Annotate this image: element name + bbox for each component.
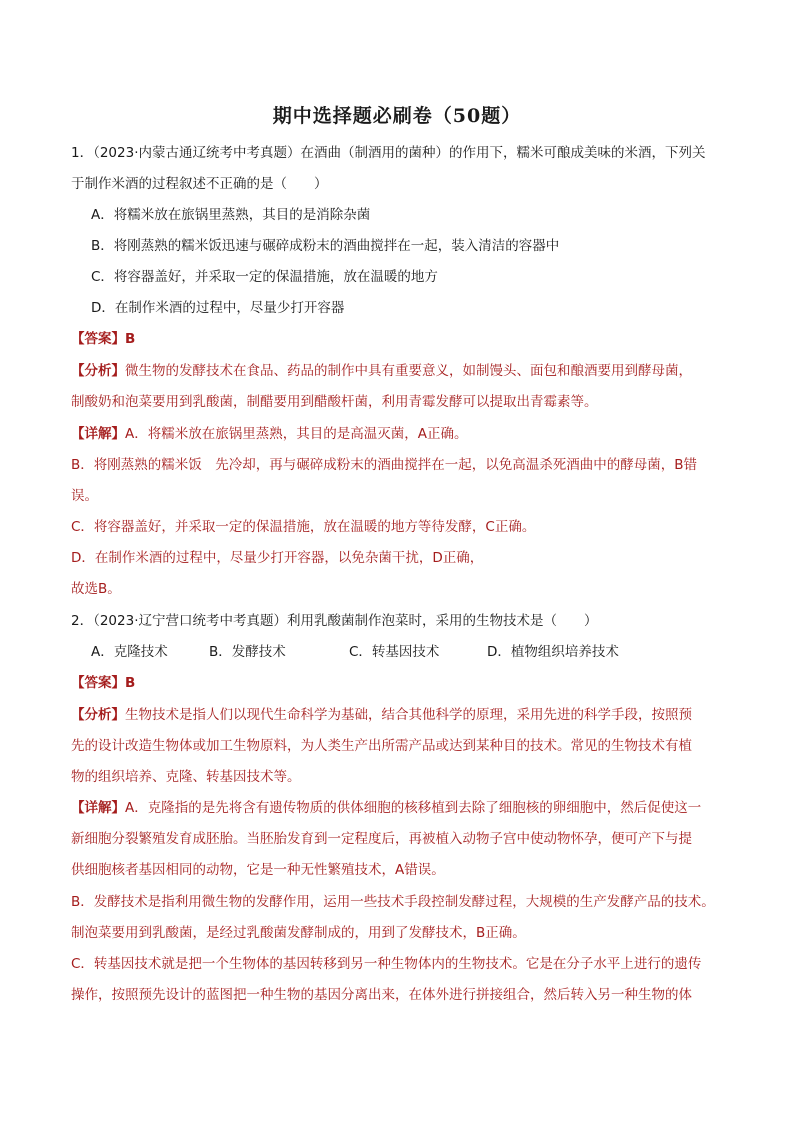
q2-answer — [71, 674, 135, 692]
q1-stem-line-2: 于制作米酒的过程叙述不正确的是（ ） — [71, 176, 328, 192]
q2-detail-line-1 — [71, 799, 701, 817]
q2-analysis-line-1 — [71, 706, 692, 724]
q2-option-d: D．植物组织培养技术 — [487, 644, 619, 660]
answer-tag: 【答案】 — [71, 675, 125, 691]
q1-option-b: B．将刚蒸熟的糯米饭迅速与碾碎成粉末的酒曲搅拌在一起，装入清洁的容器中 — [91, 238, 560, 254]
q2-detail-line-2: 新细胞分裂繁殖发育成胚胎。当胚胎发育到一定程度后，再被植入动物子宫中使动物怀孕，便可产下与提 — [71, 831, 692, 847]
q1-option-c: C．将容器盖好，并采取一定的保温措施，放在温暖的地方 — [91, 269, 438, 285]
answer-value: B — [125, 675, 136, 691]
q2-analysis-line-3: 物的组织培养、克隆、转基因技术等。 — [71, 769, 301, 785]
analysis-text: 微生物的发酵技术在食品、药品的制作中具有重要意义，如制馒头、面包和酿酒要用到酵母菌， — [125, 363, 692, 379]
q2-option-c: C．转基因技术 — [349, 644, 440, 660]
q2-options — [91, 643, 619, 661]
q1-stem-line-1: 1．（2023·内蒙古通辽统考中考真题）在酒曲（制酒用的菌种）的作用下，糯米可酿成美味的米酒，下列关 — [71, 145, 706, 161]
q1-analysis-line-1 — [71, 362, 692, 380]
detail-tag: 【详解】 — [71, 426, 125, 442]
q1-detail-line-3: 误。 — [71, 488, 98, 504]
q2-option-a: A．克隆技术 — [91, 644, 168, 660]
q2-detail-line-3: 供细胞核者基因相同的动物，它是一种无性繁殖技术，A错误。 — [71, 862, 445, 878]
detail-text: A．克隆指的是先将含有遗传物质的供体细胞的核移植到去除了细胞核的卵细胞中，然后促使这一 — [125, 800, 702, 816]
q1-option-d: D．在制作米酒的过程中，尽量少打开容器 — [91, 300, 345, 316]
analysis-tag: 【分析】 — [71, 707, 125, 723]
q2-detail-line-7: 操作，按照预先设计的蓝图把一种生物的基因分离出来，在体外进行拼接组合，然后转入另一种生物的体 — [71, 987, 692, 1003]
q1-detail-line-5: D．在制作米酒的过程中，尽量少打开容器，以免杂菌干扰，D正确， — [71, 550, 484, 566]
analysis-tag: 【分析】 — [71, 363, 125, 379]
q2-detail-line-4: B．发酵技术是指利用微生物的发酵作用，运用一些技术手段控制发酵过程，大规模的生产发酵产品的技术。 — [71, 894, 715, 910]
q1-detail-line-6: 故选B。 — [71, 581, 121, 597]
q2-option-b: B．发酵技术 — [209, 644, 286, 660]
q2-detail-line-5: 制泡菜要用到乳酸菌，是经过乳酸菌发酵制成的，用到了发酵技术，B正确。 — [71, 925, 526, 941]
q1-detail-line-2: B．将刚蒸熟的糯米饭 先冷却，再与碾碎成粉末的酒曲搅拌在一起，以免高温杀死酒曲中的酵母菌，B错 — [71, 457, 698, 473]
q1-option-a: A．将糯米放在旅锅里蒸熟，其目的是消除杂菌 — [91, 207, 371, 223]
q2-detail-line-6: C．转基因技术就是把一个生物体的基因转移到另一种生物体内的生物技术。它是在分子水平上进行的遗传 — [71, 956, 702, 972]
q1-detail-line-4: C．将容器盖好，并采取一定的保温措施，放在温暖的地方等待发酵，C正确。 — [71, 519, 536, 535]
q2-stem-line-1: 2．（2023·辽宁营口统考中考真题）利用乳酸菌制作泡菜时，采用的生物技术是（ ） — [71, 613, 598, 629]
q1-analysis-line-2: 制酸奶和泡菜要用到乳酸菌，制醋要用到醋酸杆菌，利用青霉发酵可以提取出青霉素等。 — [71, 394, 598, 410]
q1-answer — [71, 330, 135, 348]
q1-detail-line-1 — [71, 425, 467, 443]
detail-text: A．将糯米放在旅锅里蒸熟，其目的是高温灭菌，A正确。 — [125, 426, 468, 442]
analysis-text: 生物技术是指人们以现代生命科学为基础，结合其他科学的原理，采用先进的科学手段，按照预 — [125, 707, 692, 723]
page-title: 期中选择题必刷卷（50题） — [272, 105, 522, 127]
q2-analysis-line-2: 先的设计改造生物体或加工生物原料，为人类生产出所需产品或达到某种目的技术。常见的生物技术有植 — [71, 738, 692, 754]
detail-tag: 【详解】 — [71, 800, 125, 816]
answer-value: B — [125, 331, 136, 347]
answer-tag: 【答案】 — [71, 331, 125, 347]
